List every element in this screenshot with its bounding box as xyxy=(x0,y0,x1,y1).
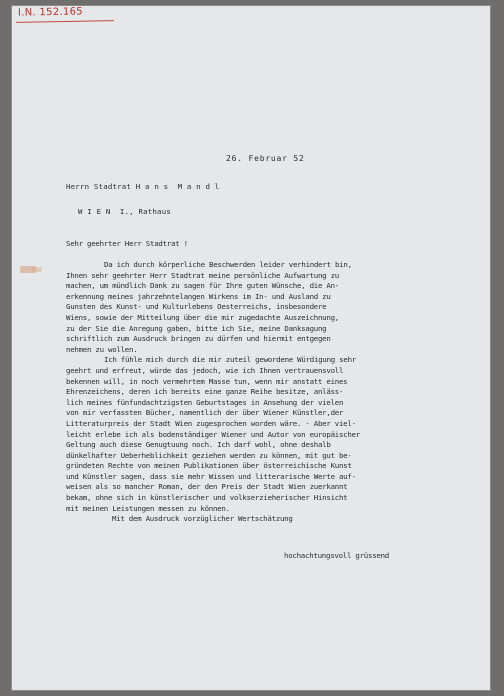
text-line: Ich fühle mich durch die mir zuteil gewordene Würdigung sehr xyxy=(104,355,356,365)
text-line: leicht erlebe ich als bodenständiger Wiener und Autor von europäischer xyxy=(66,429,360,439)
text-line: weisen als so mancher Roman, der den Preis der Stadt Wien zuerkannt xyxy=(66,482,348,492)
paper-stain xyxy=(32,267,42,272)
text-line: dünkelhafter Ueberheblichkeit geziehen werden zu können, mit gut be- xyxy=(66,450,352,460)
text-line: Wiens, sowie der Mitteilung über die mir zugedachte Auszeichnung, xyxy=(66,312,339,322)
letter-date: 26. Februar 52 xyxy=(226,154,305,163)
text-line: Ihnen sehr geehrter Herr Stadtrat meine persönliche Aufwartung zu xyxy=(66,270,339,280)
letter-body xyxy=(66,260,360,525)
text-line: lich meines fünfundachtzigsten Geburtstages in Ansehung der vielen xyxy=(66,397,344,407)
recipient-address: W I E N I., Rathaus xyxy=(78,207,171,216)
text-line: bekam, ohne sich in künstlerischer und volkserzieherischer Hinsicht xyxy=(66,493,348,503)
closing-line: Mit dem Ausdruck vorzüglicher Wertschätzung xyxy=(112,514,293,524)
text-line: geehrt und erfreut, würde das jedoch, wie ich Ihnen vertrauensvoll xyxy=(66,365,344,375)
text-line: gründeten Rechte von meinen Publikationen über österreichische Kunst xyxy=(66,461,352,471)
text-line: mit meinen Leistungen messen zu können. xyxy=(66,503,230,513)
text-line: von mir verfassten Bücher, namentlich der über Wiener Künstler,der xyxy=(66,408,344,418)
text-line: nehmen zu wollen. xyxy=(66,344,138,354)
text-line: Gunsten des Kunst- und Kulturlebens Oesterreichs, insbesondere xyxy=(66,302,327,312)
signoff: hochachtungsvoll grüssend xyxy=(284,551,389,560)
salutation: Sehr geehrter Herr Stadtrat ! xyxy=(66,239,188,248)
text-line: Litteraturpreis der Stadt Wien zugesprochen worden wäre. - Aber viel- xyxy=(66,418,356,428)
text-line: zu der Sie die Anregung gaben, bitte ich Sie, meine Danksagung xyxy=(66,323,327,333)
text-line: machen, um mündlich Dank zu sagen für Ihre guten Wünsche, die An- xyxy=(66,281,339,291)
recipient-name: Herrn Stadtrat H a n s M a n d l xyxy=(66,182,220,191)
text-line: erkennung meines jahrzehntelangen Wirkens im In- und Ausland zu xyxy=(66,291,331,301)
text-line: Da ich durch körperliche Beschwerden leider verhindert bin, xyxy=(104,260,352,269)
text-line: Geltung auch diese Genugtuung noch. Ich darf wohl, ohne deshalb xyxy=(66,440,331,450)
archive-mark: I.N. 152.165 xyxy=(17,6,84,19)
text-line: und Künstler sagen, dass sie mehr Wissen und litterarische Werte auf- xyxy=(66,471,356,481)
text-line: bekennen will, in noch vermehrtem Masse tun, wenn mir anstatt eines xyxy=(66,376,348,386)
text-line: schriftlich zum Ausdruck bringen zu dürfen und hiermit entgegen xyxy=(66,334,331,344)
text-line: Ehrenzeichens, deren ich bereits eine ganze Reihe besitze, anläss- xyxy=(66,387,344,397)
